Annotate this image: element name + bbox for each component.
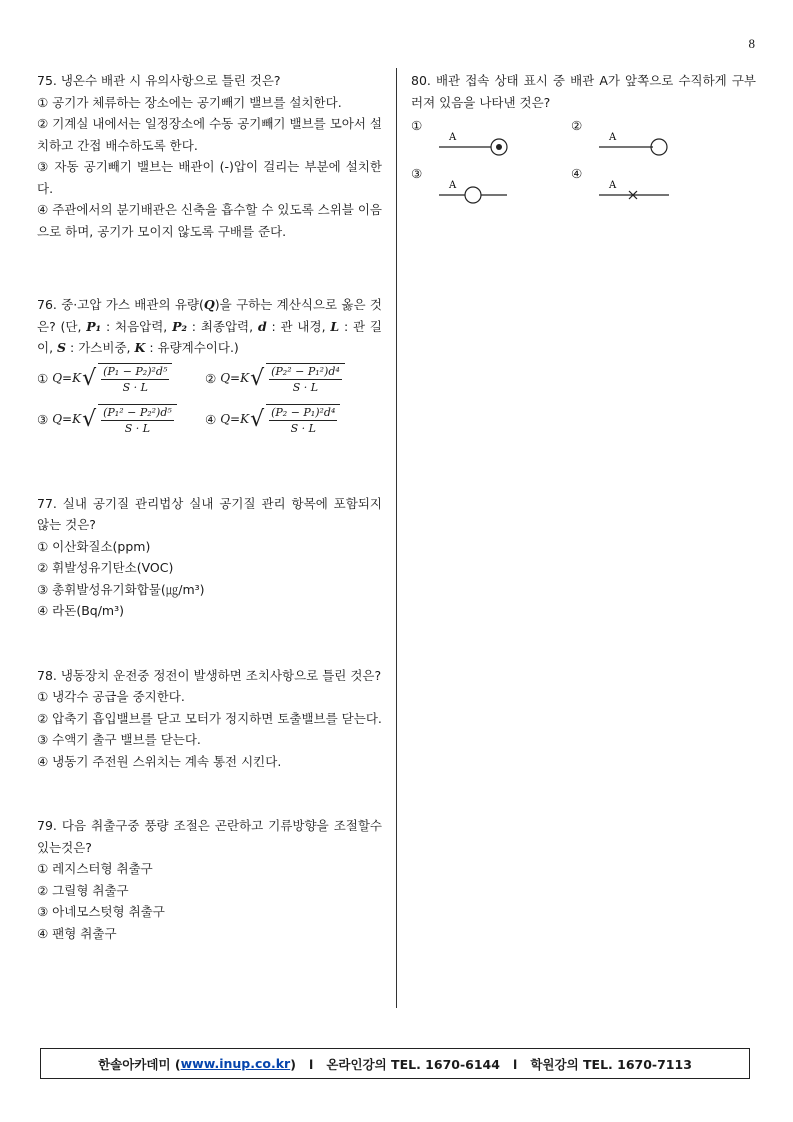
question-80-option-3-number: ③ <box>411 166 423 181</box>
formula <box>220 363 345 395</box>
question-76-options-row-1 <box>37 359 382 400</box>
question-78-stem: 78. 냉동장치 운전중 정전이 발생하면 조치사항으로 틀린 것은? <box>37 667 382 683</box>
question-77-option-1: ① 이산화질소(ppm) <box>37 538 151 554</box>
fraction <box>98 363 172 395</box>
sqrt-sign: √ <box>250 366 265 391</box>
question-77-option-4: ④ 라돈(Bq/m³) <box>37 603 124 618</box>
question-80-option-4-number: ④ <box>571 166 583 181</box>
formula-lhs: Q=K <box>52 371 82 386</box>
denominator: S · L <box>124 422 151 435</box>
left-column <box>37 70 382 944</box>
spacer <box>37 772 382 815</box>
option-number: ④ <box>205 412 217 428</box>
footer-contact: ) l 온라인강의 TEL. 1670-6144 l 학원강의 TEL. 1670-7113 <box>290 1056 692 1072</box>
formula <box>220 404 340 436</box>
numerator: (P₂ − P₁)²d⁴ <box>271 406 336 419</box>
question-78-option-2: ② 압축기 흡입밸브를 닫고 모터가 정지하면 토출밸브를 닫는다. <box>37 710 382 726</box>
q76-var-p1: P₁ <box>86 318 102 334</box>
question-75-option-4: ④ 주관에서의 분기배관은 신축을 흡수할 수 있도록 스위블 이음으로 하며, 공기가 모이지 않도록 구배를 준다. <box>37 202 382 239</box>
question-78 <box>37 665 382 773</box>
question-77-stem: 77. 실내 공기질 관리법상 실내 공기질 관리 항목에 포함되지 않는 것은? <box>37 495 382 532</box>
denominator: S · L <box>122 381 148 394</box>
q76-def-p2: : 최종압력, <box>186 318 258 334</box>
question-75-option-1: ① 공기가 체류하는 장소에는 공기빼기 밸브를 설치한다. <box>37 94 342 110</box>
sqrt-sign: √ <box>82 366 97 391</box>
fraction <box>266 404 340 436</box>
question-76 <box>37 294 382 441</box>
pipe-symbol-option-1 <box>437 129 517 159</box>
question-76-options-row-2 <box>37 400 382 441</box>
pipe-dot <box>496 144 502 150</box>
question-79-stem: 79. 다음 취출구중 풍량 조절은 곤란하고 기류방향을 조절할수있는것은? <box>37 818 382 855</box>
question-76-option-1 <box>37 363 197 395</box>
right-column <box>411 70 756 213</box>
formula-lhs: Q=K <box>52 412 82 427</box>
numerator: (P₁² − P₂²)d⁵ <box>103 406 172 419</box>
pipe-label-a: A <box>609 180 617 191</box>
question-79-option-2: ② 그릴형 취출구 <box>37 882 129 898</box>
q76-def-k: : 유량계수이다.) <box>145 340 239 355</box>
question-76-option-3 <box>37 404 197 436</box>
numerator: (P₂² − P₁²)d⁴ <box>271 365 340 378</box>
q76-var-s: S <box>57 340 67 355</box>
option-number: ② <box>205 371 217 387</box>
denominator: S · L <box>290 422 316 435</box>
question-75 <box>37 70 382 242</box>
sqrt-sign: √ <box>250 407 265 432</box>
question-77-option-3: ③ 총휘발성유기화합물(㎍/m³) <box>37 581 205 597</box>
question-76-option-4 <box>205 404 365 436</box>
q76-var-q: Q <box>203 297 215 312</box>
question-80-option-2-number: ② <box>571 118 583 133</box>
pipe-label-a: A <box>609 132 617 143</box>
question-75-option-3: ③ 자동 공기빼기 밸브는 배관이 (-)압이 걸리는 부분에 설치한다. <box>37 159 382 196</box>
question-80-option-1-number: ① <box>411 118 423 133</box>
pipe-symbol-option-4 <box>597 177 677 207</box>
question-76-stem <box>37 294 382 359</box>
q76-def-p1: : 처음압력, <box>101 318 173 334</box>
question-77-option-2: ② 휘발성유기탄소(VOC) <box>37 560 174 575</box>
pipe-circle <box>465 187 481 203</box>
question-79-option-4: ④ 팬형 취출구 <box>37 925 117 941</box>
question-80-stem: 80. 배관 접속 상태 표시 중 배관 A가 앞쪽으로 수직하게 구부러져 있음을 나타낸 것은? <box>411 73 756 110</box>
q76-var-d: d <box>257 318 267 334</box>
q76-def-l: : 관 길이, <box>37 318 382 355</box>
fraction <box>266 363 345 395</box>
q76-var-p2: P₂ <box>172 318 187 334</box>
question-76-option-2 <box>205 363 365 395</box>
pipe-symbol-option-2 <box>597 129 677 159</box>
q76-var-l: L <box>330 318 340 334</box>
formula <box>52 404 177 436</box>
option-number: ③ <box>37 412 49 428</box>
sqrt-sign: √ <box>82 407 97 432</box>
pipe-circle <box>651 139 667 155</box>
q76-def-s: : 가스비중, <box>66 340 135 355</box>
question-79 <box>37 815 382 944</box>
q76-var-k: K <box>134 340 146 355</box>
footer-website-link[interactable]: www.inup.co.kr <box>180 1056 291 1071</box>
question-78-option-1: ① 냉각수 공급을 중지한다. <box>37 689 185 704</box>
spacer <box>37 242 382 294</box>
page-number: 8 <box>748 36 755 51</box>
question-80-symbol-grid <box>411 113 756 213</box>
formula-lhs: Q=K <box>220 371 250 386</box>
denominator: S · L <box>292 381 319 394</box>
q76-stem-a: 76. 중·고압 가스 배관의 유량( <box>37 297 204 312</box>
formula-lhs: Q=K <box>220 412 250 427</box>
question-79-option-3: ③ 아네모스텃형 취출구 <box>37 904 165 919</box>
q76-stem-b: )을 구하는 계산식으로 옳은 것은? (단, <box>37 297 382 334</box>
formula <box>52 363 172 395</box>
column-divider <box>396 68 397 1008</box>
question-75-stem: 75. 냉온수 배관 시 유의사항으로 틀린 것은? <box>37 73 281 88</box>
q76-def-d: : 관 내경, <box>266 318 331 334</box>
pipe-label-a: A <box>449 132 457 143</box>
question-78-option-3: ③ 수액기 출구 밸브를 닫는다. <box>37 732 201 747</box>
footer-banner <box>40 1048 750 1079</box>
spacer <box>37 441 382 493</box>
question-79-option-1: ① 레지스터형 취출구 <box>37 861 153 876</box>
pipe-label-a: A <box>449 180 457 191</box>
spacer <box>37 622 382 665</box>
question-78-option-4: ④ 냉동기 주전원 스위치는 계속 통전 시킨다. <box>37 753 282 769</box>
footer-brand: 한솔아카데미 ( <box>98 1056 181 1072</box>
question-80 <box>411 70 756 213</box>
numerator: (P₁ − P₂)²d⁵ <box>103 365 168 378</box>
question-77 <box>37 493 382 622</box>
fraction <box>98 404 177 436</box>
question-75-option-2: ② 기계실 내에서는 일정장소에 수동 공기빼기 밸브를 모아서 설치하고 간접 배수하도록 한다. <box>37 116 382 153</box>
option-number: ① <box>37 371 49 387</box>
pipe-symbol-option-3 <box>437 177 517 207</box>
